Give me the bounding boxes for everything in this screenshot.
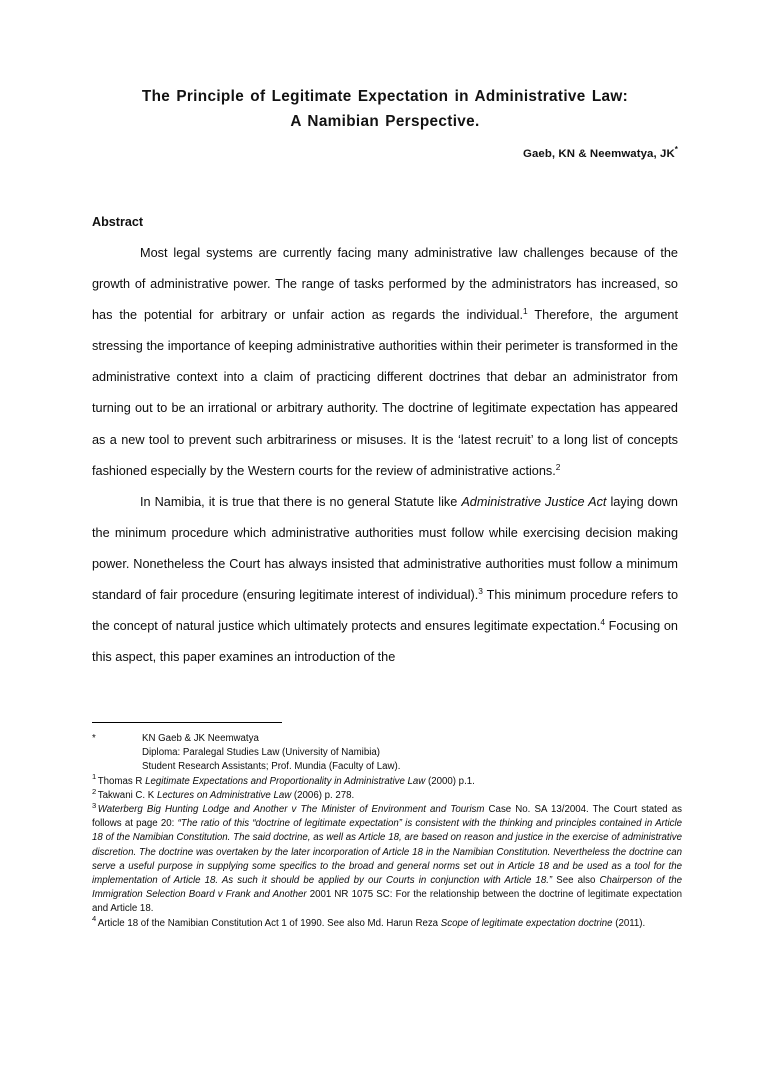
footnote-block <box>92 732 682 931</box>
footnote-1 <box>92 772 682 789</box>
footnote-separator <box>92 722 282 723</box>
footnote-2-text: Takwani C. K Lectures on Administrative Law (2006) p. 278. <box>97 789 355 801</box>
title-line-1: The Principle of Legitimate Expectation in Administrative Law: <box>141 88 629 105</box>
italic-text: Scope of legitimate expectation doctrine <box>440 917 613 929</box>
byline-footnote-marker: * <box>674 145 678 155</box>
footnote-reference: 2 <box>555 461 561 472</box>
footnote-reference: 3 <box>478 585 483 596</box>
abstract-body <box>92 238 678 673</box>
abstract-paragraph-2: In Namibia, it is true that there is no general Statute like Administrative Justice Act laying down the minimum procedure which administrative authorities must follow while exercising decision making power. Nonetheless the Court has always insisted that administrative authorities must follow a minimum standard of fair procedure (ensuring legitimate interest of individual).$^3$ This minimum procedure refers to the concept of natural justice which ultimately protects and ensures legitimate expectation.$^4$ Focusing on this aspect, this paper examines an introduction of the <box>92 494 678 665</box>
footnote-2-marker: 2 <box>92 786 97 796</box>
author-names: Gaeb, KN & Neemwatya, JK <box>522 148 675 160</box>
abstract-paragraph-1: Most legal systems are currently facing many administrative law challenges because of the growth of administrative power. The range of tasks performed by the administrators has increased, so has the potential for arbitrary or unfair action as regards the individual.$^1$ Therefore, the argument stressing the importance of keeping administrative authorities within their perimeter is transformed in the administrative context into a claim of practicing different doctrines that debar an administrator from turning out to be an irrational or arbitrary authority. The doctrine of legitimate expectation has appeared as a new tool to prevent such arbitrariness or misuses. It is the ‘latest recruit’ to a long list of concepts fashioned especially by the Western courts for the review of administrative actions.$^2$ <box>92 246 679 478</box>
footnote-3-text: Waterberg Big Hunting Lodge and Another v The Minister of Environment and Tourism Case No. SA 13/2004. The Court stated as follows at page 20: “The ratio of this “doctrine of legitimate expectation” is consistent with the thinking and principles contained in Article 18 of the Namibian Constitution. The said doctrine, as well as Article 18, are based on reason and justice in the exercise of administrative discretion. The doctrine was overtaken by the later incorporation of Article 18 in the Namibian Constitution. Nevertheless the doctrine can serve a useful purpose in supplying some specifics to the broad and general norms set out in Article 18 and be used as a tool for the implementation of Article 18. As such it should be applied by our Courts in conjunction with Article 18.” See also Chairperson of the Immigration Selection Board v Frank and Another 2001 NR 1075 SC: For the relationship between the doctrine of legitimate expectation and Article 18. <box>92 804 683 915</box>
footnote-star-line-3: Student Research Assistants; Prof. Mundia (Faculty of Law). <box>142 761 401 773</box>
footnote-1-text: Thomas R Legitimate Expectations and Proportionality in Administrative Law (2000) p.1. <box>97 775 475 787</box>
footnote-4 <box>92 914 682 931</box>
footnote-2 <box>92 786 682 803</box>
footnote-3 <box>92 800 683 917</box>
footnote-star-line-2: Diploma: Paralegal Studies Law (University of Namibia) <box>142 747 380 759</box>
footnote-3-marker: 3 <box>92 800 97 810</box>
footnote-star-marker: * <box>92 733 96 744</box>
italic-text: Lectures on Administrative Law <box>156 789 292 801</box>
title-line-2: A Namibian Perspective. <box>290 113 480 130</box>
footnote-star <box>92 732 682 775</box>
footnote-reference: 4 <box>600 616 605 627</box>
italic-text: Waterberg Big Hunting Lodge and Another v The Minister of Environment and Tourism <box>97 804 485 816</box>
footnote-1-marker: 1 <box>92 772 97 782</box>
footnote-reference: 1 <box>523 305 528 316</box>
footnote-4-text: Article 18 of the Namibian Constitution Act 1 of 1990. See also Md. Harun Reza Scope of legitimate expectation doctrine (2011). <box>97 917 646 929</box>
footnote-4-marker: 4 <box>92 914 97 924</box>
italic-text: Administrative Justice Act <box>461 494 607 509</box>
italic-text: “The ratio of this “doctrine of legitimate expectation” is consistent with the thinking and principles contained in Article 18 of the Namibian Constitution. The said doctrine, as well as Article 18, are based on reason and justice in the exercise of administrative discretion. The doctrine was overtaken by the later incorporation of Article 18 in the Namibian Constitution. Nevertheless the doctrine can serve a useful purpose in supplying some specifics to the broad and general norms set out in Article 18 and be used as a tool for the implementation of Article 18. As such it should be applied by our Courts in conjunction with Article 18.” <box>92 818 682 887</box>
italic-text: Legitimate Expectations and Proportionality in Administrative Law <box>145 775 426 787</box>
author-byline <box>92 147 678 162</box>
abstract-heading: Abstract <box>92 215 144 229</box>
page-title <box>92 84 678 134</box>
italic-text: Chairperson of the Immigration Selection Board v Frank and Another <box>92 875 682 901</box>
footnote-star-line-1: KN Gaeb & JK Neemwatya <box>142 733 259 744</box>
